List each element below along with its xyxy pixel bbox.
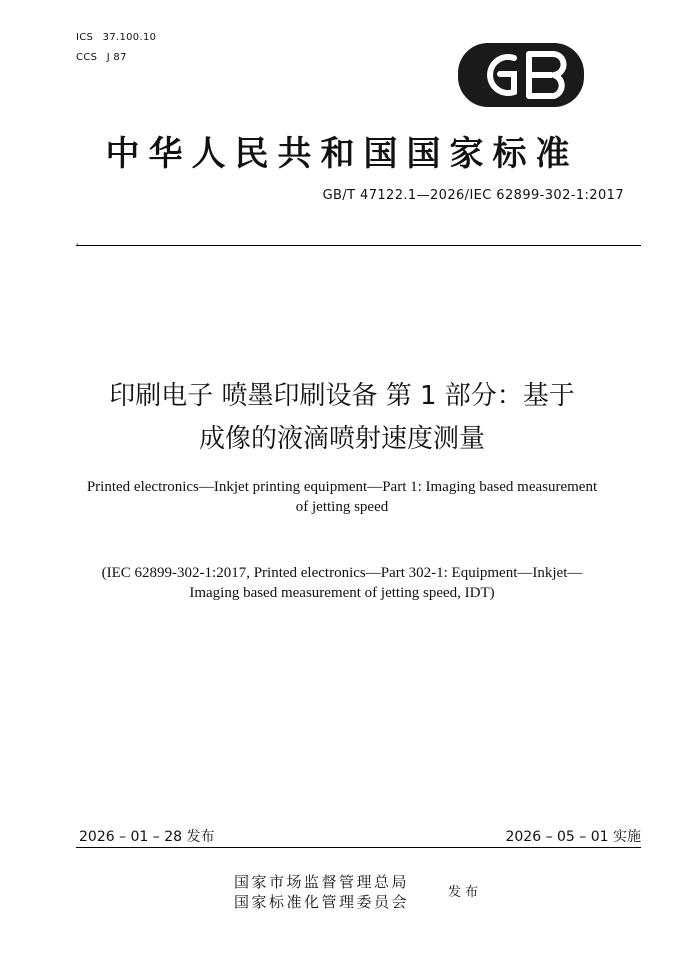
bottom-divider (76, 847, 641, 848)
ccs-code (76, 52, 127, 63)
ics-label: ICS (76, 32, 94, 43)
chinese-title-line-2: 成像的液滴喷射速度测量 (198, 424, 485, 454)
national-standard-title: 中华人民共和国国家标准 (105, 134, 579, 174)
chinese-title-line-1: 印刷电子 喷墨印刷设备 第 1 部分：基于 (109, 381, 575, 411)
english-title-line-2: of jetting speed (295, 499, 389, 515)
small-mark: 、 (76, 237, 84, 246)
issue-date: 2026 – 01 – 28 发布 (79, 829, 215, 845)
adoption-note-line-1: (IEC 62899-302-1:2017, Printed electronics—Part 302-1: Equipment—Inkjet— (101, 565, 583, 581)
english-title-line-1: Printed electronics—Inkjet printing equipment—Part 1: Imaging based measurement (86, 479, 598, 495)
ics-code (76, 32, 156, 43)
publish-label: 发布 (448, 884, 483, 899)
ics-value: 37.100.10 (102, 32, 157, 43)
ccs-value: J 87 (106, 52, 127, 63)
top-divider (76, 245, 641, 246)
adoption-note-line-2: Imaging based measurement of jetting speed, IDT) (189, 585, 495, 601)
implementation-date: 2026 – 05 – 01 实施 (505, 829, 641, 845)
standard-number: GB/T 47122.1—2026/IEC 62899-302-1:2017 (322, 188, 624, 203)
gb-logo (456, 40, 586, 110)
issuer-line-1: 国家市场监督管理总局 (234, 875, 410, 891)
issuer-line-2: 国家标准化管理委员会 (234, 895, 410, 911)
ccs-label: CCS (76, 52, 98, 63)
